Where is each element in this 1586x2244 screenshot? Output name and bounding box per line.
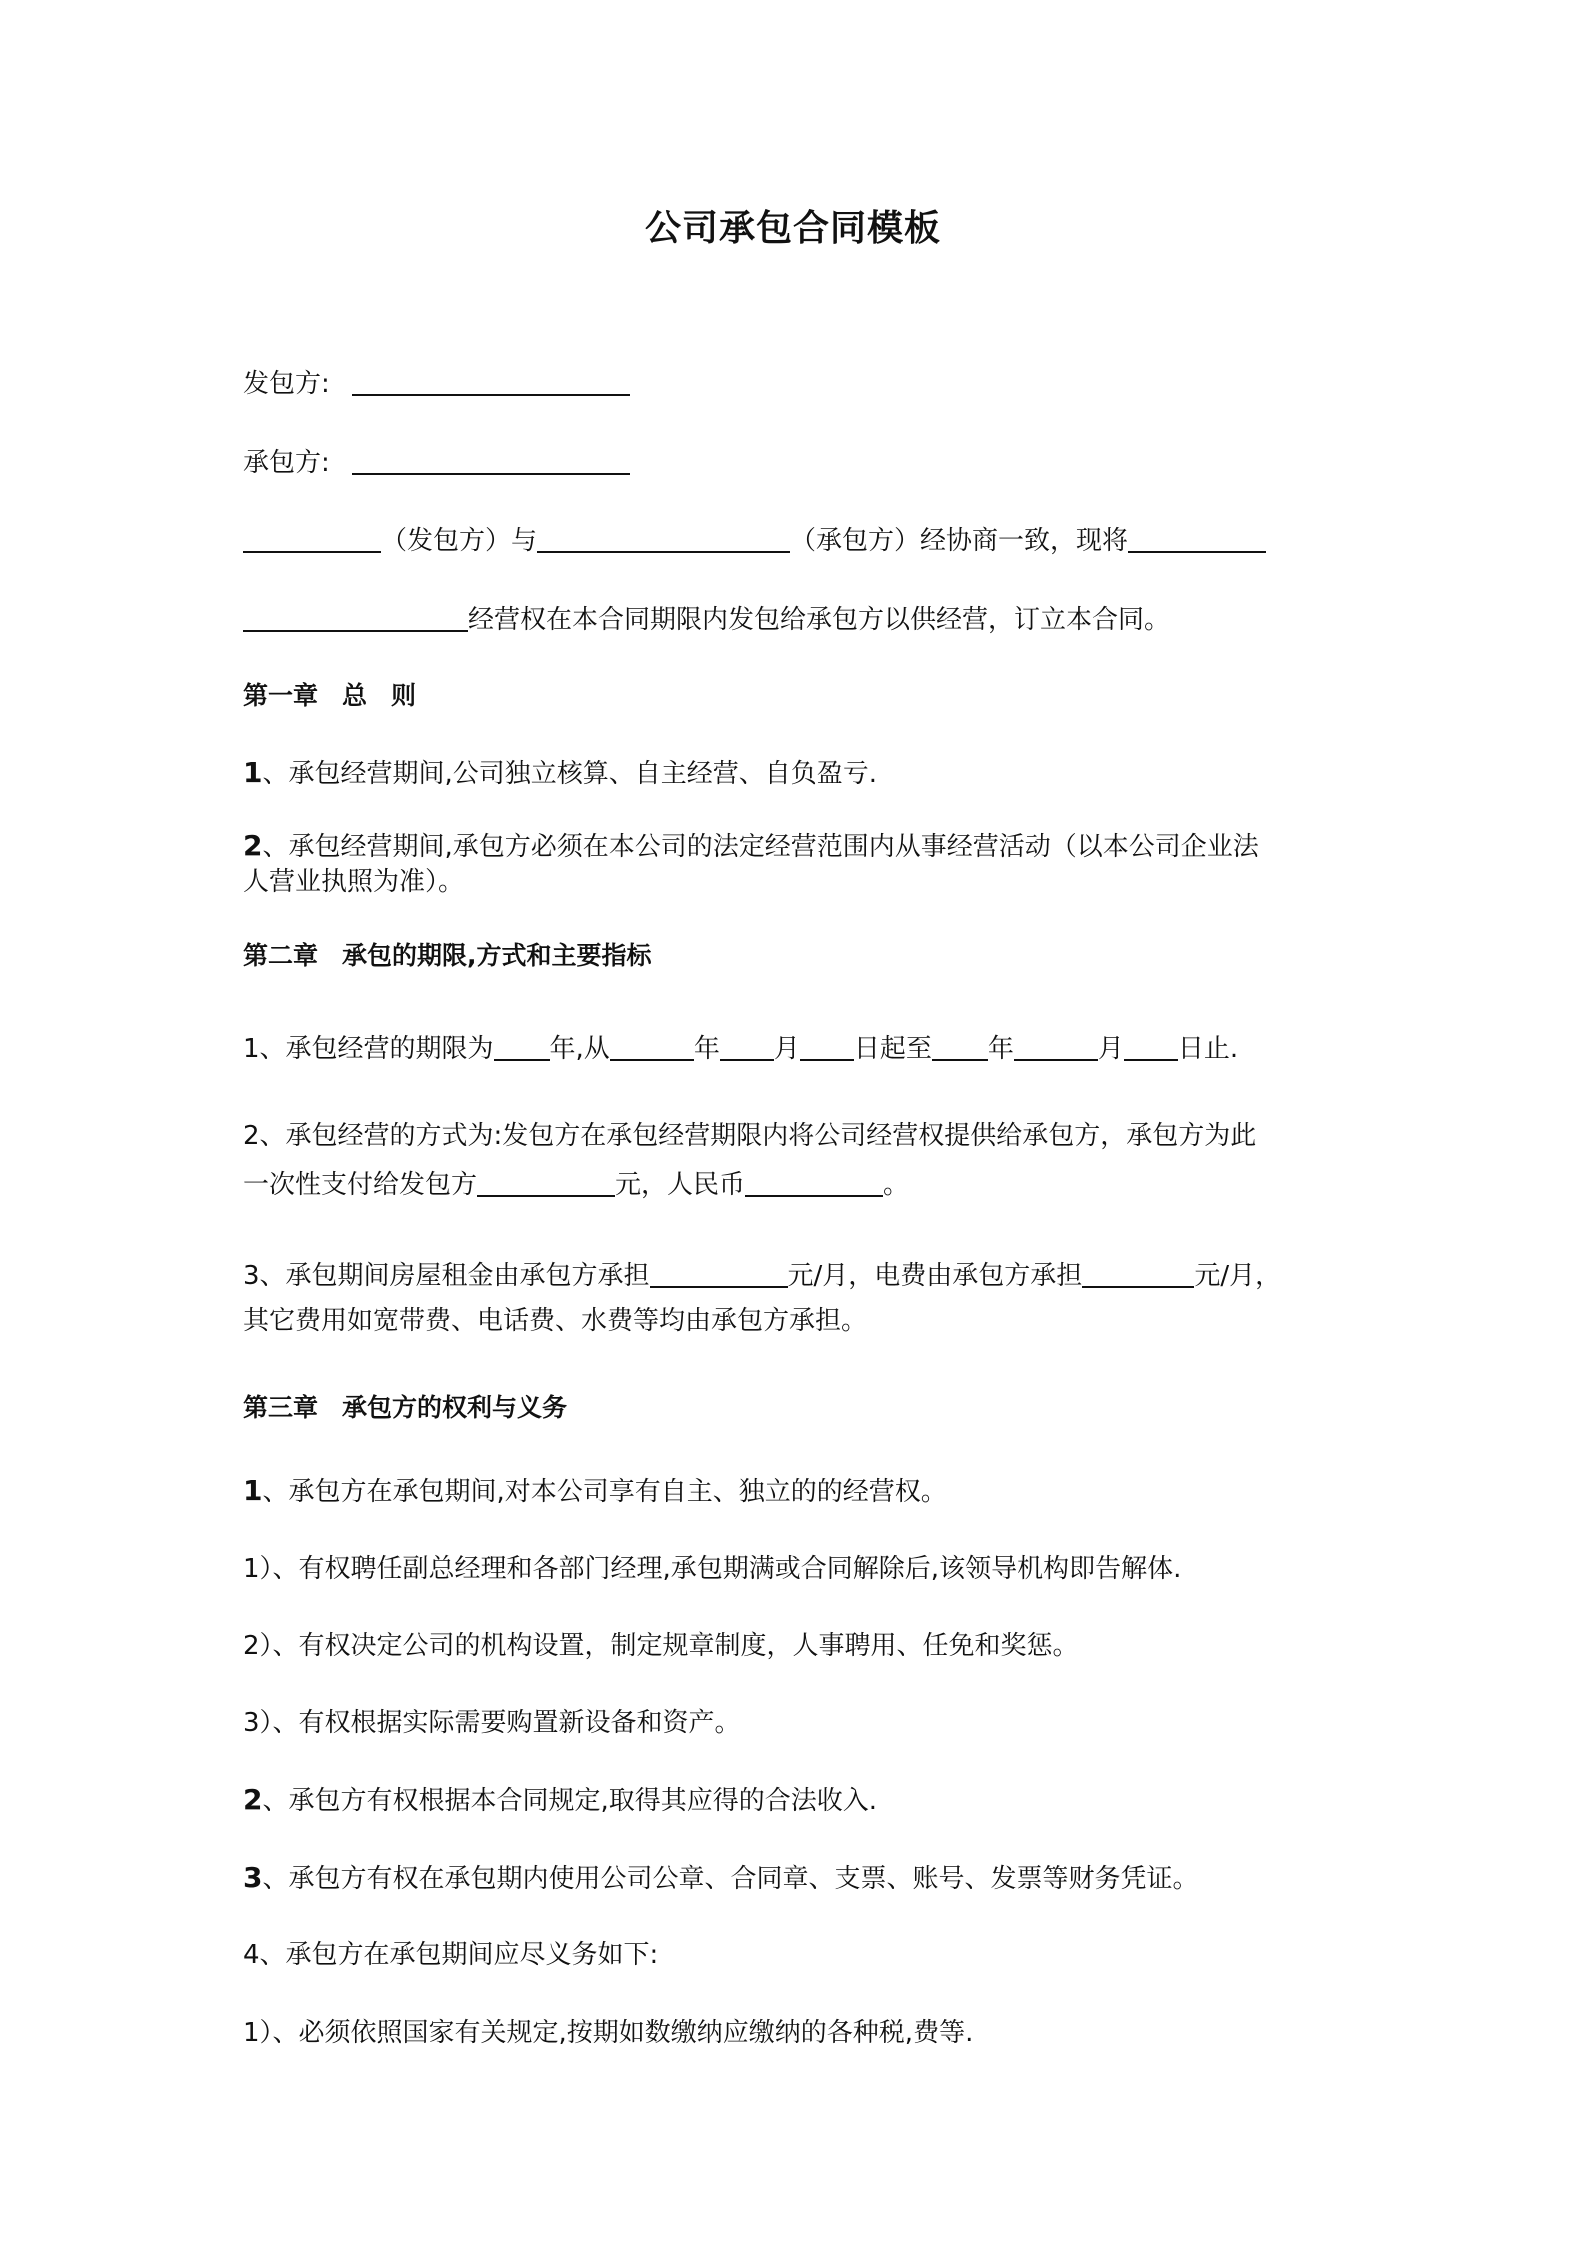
chapter3-item1-number: 1 [243, 1474, 263, 1507]
chapter2-item1-text-g: 月 [1097, 1034, 1124, 1064]
chapter2-item2-text1: 2、承包经营的方式为:发包方在承包经营期限内将公司经营权提供给承包方，承包方为此 [243, 1121, 1257, 1151]
chapter1-item2-text2: 人营业执照为准）。 [243, 867, 465, 897]
chapter3-sub2-text: 2）、有权决定公司的机构设置，制定规章制度，人事聘用、任免和奖惩。 [243, 1631, 1079, 1661]
document-title: 公司承包合同模板 [644, 208, 941, 249]
chapter3-heading [243, 1390, 567, 1426]
chapter1-item2-number: 2 [243, 829, 263, 862]
intro-text-c: 经营权在本合同期限内发包给承包方以供经营，订立本合同。 [468, 605, 1171, 635]
chapter2-item2-text2a: 一次性支付给发包方 [243, 1170, 478, 1200]
chapter2-heading [243, 938, 652, 974]
chapter2-item1-text-e: 日起至 [853, 1034, 932, 1064]
rent-amount-blank[interactable] [650, 1256, 788, 1288]
intro-contractor-blank[interactable] [537, 521, 790, 553]
chapter2-item3-text-a: 3、承包期间房屋租金由承包方承担 [243, 1261, 650, 1291]
end-year-blank[interactable] [932, 1029, 988, 1061]
chapter1-heading-number: 第一章 [243, 681, 319, 710]
intro-paragraph-line2 [243, 600, 1170, 638]
chapter3-item3-number: 3 [243, 1861, 263, 1894]
intro-text-a: （发包方）与 [381, 526, 538, 556]
rmb-amount-blank[interactable] [745, 1165, 883, 1197]
chapter1-heading [243, 678, 416, 714]
chapter2-item2-text2b: 元，人民币 [615, 1170, 746, 1200]
intro-subject-blank[interactable] [1128, 521, 1266, 553]
start-year-blank[interactable] [610, 1029, 694, 1061]
issuer-blank[interactable] [352, 364, 630, 396]
chapter3-item2-text: 、承包方有权根据本合同规定,取得其应得的合法收入. [262, 1786, 878, 1816]
chapter1-item2-line2 [243, 864, 464, 900]
chapter3-heading-number: 第三章 [243, 1393, 319, 1422]
chapter3-item3 [243, 1860, 1199, 1897]
term-years-blank[interactable] [494, 1029, 550, 1061]
issuer-line [243, 364, 630, 402]
chapter1-item2-line1 [243, 828, 1259, 865]
chapter3-item4-text: 4、承包方在承包期间应尽义务如下: [243, 1940, 659, 1970]
chapter1-item2-text1: 、承包经营期间,承包方必须在本公司的法定经营范围内从事经营活动（以本公司企业法 [262, 832, 1259, 862]
chapter3-item4 [243, 1937, 658, 1973]
contractor-blank[interactable] [352, 443, 630, 475]
end-month-blank[interactable] [1014, 1029, 1098, 1061]
start-day-blank[interactable] [800, 1029, 854, 1061]
chapter2-item3-text-c: 元/月， [1194, 1261, 1282, 1291]
issuer-label: 发包方: [243, 369, 330, 399]
chapter2-item3-line2 [243, 1303, 867, 1339]
chapter1-item1 [243, 755, 877, 792]
chapter1-item1-text: 、承包经营期间,公司独立核算、自主经营、自负盈亏. [262, 759, 878, 789]
chapter2-item3-text-line2: 其它费用如宽带费、电话费、水费等均由承包方承担。 [243, 1306, 868, 1336]
intro-subject-blank-2[interactable] [243, 600, 468, 632]
electricity-amount-blank[interactable] [1082, 1256, 1194, 1288]
start-month-blank[interactable] [720, 1029, 774, 1061]
chapter3-item1-text: 、承包方在承包期间,对本公司享有自主、独立的的经营权。 [262, 1477, 947, 1507]
lump-sum-amount-blank[interactable] [477, 1165, 615, 1197]
chapter1-heading-word2: 则 [391, 681, 417, 710]
chapter2-item3-text-b: 元/月，电费由承包方承担 [787, 1261, 1083, 1291]
chapter2-item2-line1 [243, 1118, 1256, 1154]
intro-text-b: （承包方）经协商一致，现将 [790, 526, 1129, 556]
chapter2-item2-line2 [243, 1165, 909, 1203]
intro-issuer-blank[interactable] [243, 521, 381, 553]
chapter2-item1-text-a: 1、承包经营的期限为 [243, 1034, 494, 1064]
chapter3-sub3-text: 3）、有权根据实际需要购置新设备和资产。 [243, 1708, 741, 1738]
chapter3-sub3 [243, 1705, 741, 1741]
chapter3-sub1-text: 1）、有权聘任副总经理和各部门经理,承包期满或合同解除后,该领导机构即告解体. [243, 1554, 1182, 1584]
chapter2-item1 [243, 1029, 1238, 1067]
chapter3-heading-title: 承包方的权利与义务 [342, 1393, 568, 1422]
chapter2-heading-title: 承包的期限,方式和主要指标 [342, 941, 652, 970]
contractor-label: 承包方: [243, 448, 330, 478]
chapter3-item1 [243, 1473, 947, 1510]
chapter3-item2 [243, 1782, 877, 1819]
chapter2-item1-text-d: 月 [773, 1034, 800, 1064]
chapter2-item3-line1 [243, 1256, 1281, 1294]
chapter3-sub2 [243, 1628, 1079, 1664]
chapter1-heading-word1: 总 [342, 681, 368, 710]
chapter3-sub1 [243, 1551, 1181, 1587]
chapter2-item1-text-b: 年,从 [549, 1034, 610, 1064]
chapter3-item4-sub1-text: 1）、必须依照国家有关规定,按期如数缴纳应缴纳的各种税,费等. [243, 2018, 974, 2048]
chapter2-item1-text-c: 年 [693, 1034, 720, 1064]
chapter3-item2-number: 2 [243, 1783, 263, 1816]
chapter2-heading-number: 第二章 [243, 941, 319, 970]
end-day-blank[interactable] [1124, 1029, 1178, 1061]
chapter2-item1-text-f: 年 [987, 1034, 1014, 1064]
contractor-line [243, 443, 630, 481]
chapter3-item4-sub1 [243, 2015, 973, 2051]
chapter2-item2-text2c: 。 [883, 1170, 910, 1200]
chapter1-item1-number: 1 [243, 756, 263, 789]
chapter2-item1-text-h: 日止. [1177, 1034, 1239, 1064]
chapter3-item3-text: 、承包方有权在承包期内使用公司公章、合同章、支票、账号、发票等财务凭证。 [262, 1864, 1199, 1894]
intro-paragraph-line1 [243, 521, 1266, 559]
